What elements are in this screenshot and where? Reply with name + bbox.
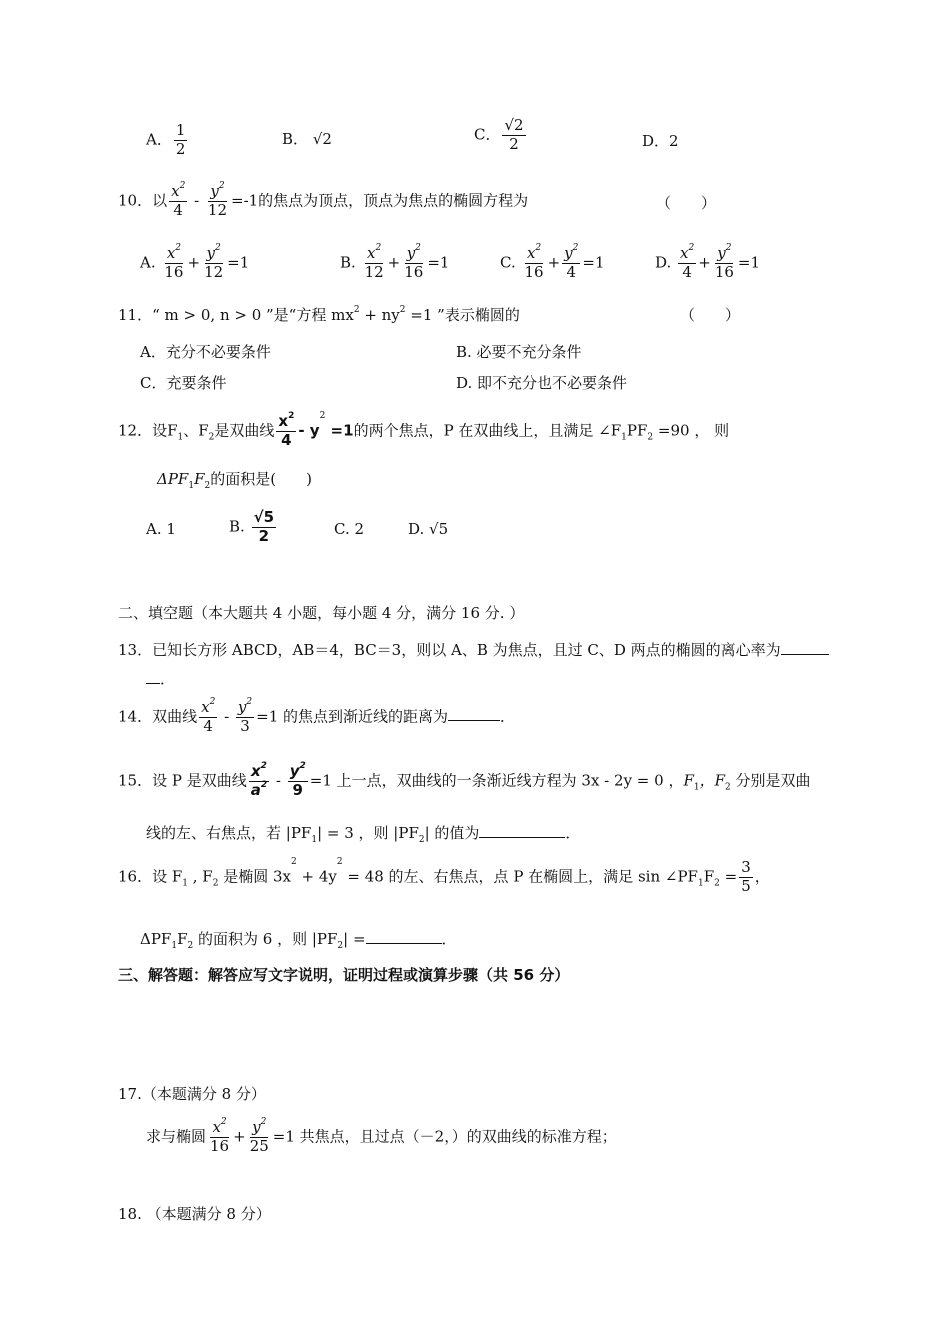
- q15-stem: 15．设 P 是双曲线 $\frac{x^2}{a^2}$ - $\frac{y^2}{9}$ =1 上一点，双曲线的一条渐近线方程为 3x - 2y = 0 ，$F_1$，$F_2$ 分别是双曲: [118, 761, 811, 799]
- q10-stem: 10．以 $\frac{x^2}{4}$ - $\frac{y^2}{12}$ =-1的焦点为顶点，顶点为焦点的椭圆方程为: [118, 181, 529, 219]
- q10-option-a: A. $\frac{x^2}{16}$ + $\frac{y^2}{12}$ =1: [140, 243, 250, 281]
- q12-option-a: A. 1: [146, 520, 176, 538]
- q17-stem: 求与椭圆 $\frac{x^2}{16}$ + $\frac{y^2}{25}$ =1 共焦点，且过点（－2，）的双曲线的标准方程；: [146, 1117, 617, 1155]
- fraction: $\frac{1}{2}$: [175, 121, 186, 158]
- q12-option-b: B. $\frac{√5}{2}$: [229, 508, 275, 545]
- q10-option-c: C. $\frac{x^2}{16}$ + $\frac{y^2}{4}$ =1: [500, 243, 605, 281]
- q9-option-b: B． √2: [282, 130, 332, 148]
- q10-option-d: D. $\frac{x^2}{4}$ + $\frac{y^2}{16}$ =1: [655, 243, 761, 281]
- q14-stem: 14．双曲线 $\frac{x^2}{4}$ - $\frac{y^2}{3}$ =1 的焦点到渐近线的距离为 ．: [118, 697, 516, 735]
- answer-blank: [146, 669, 160, 684]
- q11-option-a: A．充分不必要条件: [140, 343, 271, 361]
- q13-stem: 13．已知长方形 ABCD，AB＝4，BC＝3，则以 A、B 为焦点，且过 C、D 两点的椭圆的离心率为: [118, 640, 829, 658]
- q12-option-c: C. 2: [334, 520, 365, 538]
- q13-line2: ．: [146, 669, 175, 687]
- q12-stem: 12．设$F_1$、$F_2$是双曲线 $\frac{x^2}{4}$ - $y^2 =1$的两个焦点，P 在双曲线上，且满足 $\angle F_1PF_2 =90$ ， 则: [118, 411, 730, 449]
- q18-title: 18. （本题满分 8 分）: [118, 1205, 271, 1223]
- q12-option-d: D. √5: [408, 520, 449, 538]
- fraction: $\frac{√2}{2}$: [504, 116, 524, 153]
- q16-stem: 16．设 $F_1$ , $F_2$ 是椭圆 $3x^2 + 4y^2 = 48$ 的左、右焦点，点 P 在椭圆上，满足 $\sin \angle PF_1F_2$ = $\frac{3}{5}$ ，: [118, 857, 770, 895]
- q10-option-b: B. $\frac{x^2}{12}$ + $\frac{y^2}{16}$ =1: [340, 243, 450, 281]
- q11-option-d: D. 即不充分也不必要条件: [456, 374, 628, 392]
- q16-line2: $\Delta PF_1F_2$ 的面积为 6 ，则 $|PF_2|$ = ．: [140, 930, 457, 951]
- answer-blank: [479, 823, 565, 838]
- q9-option-a: A． $\frac{1}{2}$: [146, 121, 186, 158]
- q11-answer-paren: （ ）: [680, 306, 741, 324]
- answer-blank: [781, 640, 829, 655]
- q9-option-c: C． $\frac{√2}{2}$: [474, 116, 524, 153]
- section-3-heading: 三、解答题：解答应写文字说明，证明过程或演算步骤（共 56 分）: [118, 966, 570, 984]
- q11-option-c: C．充要条件: [140, 374, 227, 392]
- q12-line2: $\Delta PF_1F_2$的面积是( ): [157, 470, 312, 491]
- q11-stem: 11．“ m > 0, n > 0 ”是“方程 $mx^2 + ny^2 =1$ ”表示椭圆的: [118, 305, 520, 324]
- q11-option-b: B. 必要不充分条件: [456, 343, 582, 361]
- q17-title: 17.（本题满分 8 分）: [118, 1085, 266, 1103]
- answer-blank: [366, 929, 442, 944]
- q15-line2: 线的左、右焦点，若 $|PF_1| = 3$ ，则 $|PF_2|$ 的值为 ．: [146, 824, 581, 845]
- q9-option-d: D．2: [642, 132, 679, 150]
- section-2-heading: 二、填空题（本大题共 4 小题，每小题 4 分，满分 16 分. ）: [118, 604, 525, 622]
- answer-blank: [448, 706, 500, 721]
- q10-answer-paren: （ ）: [656, 194, 717, 212]
